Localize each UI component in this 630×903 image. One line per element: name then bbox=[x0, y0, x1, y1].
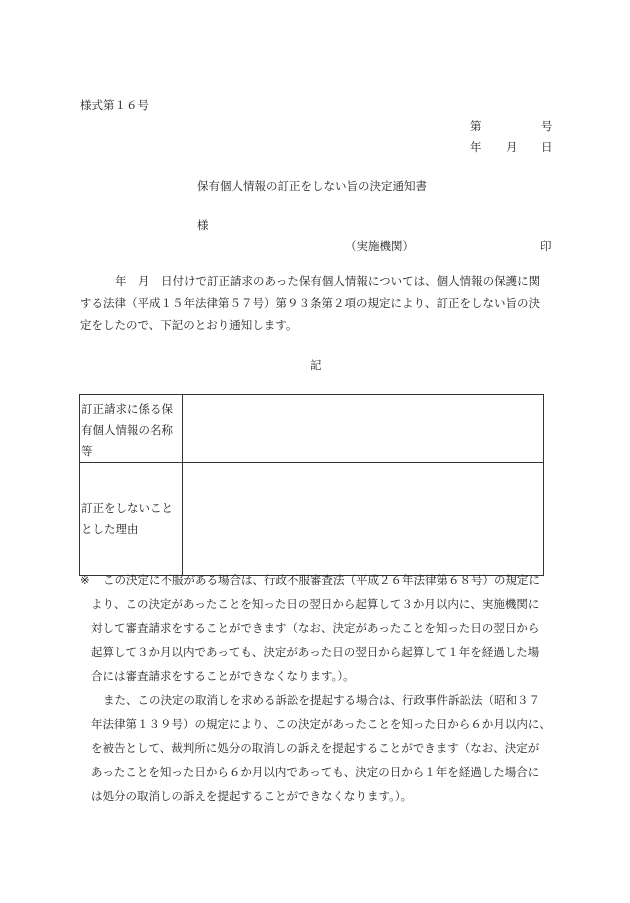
table-label-line: 訂正をしないこと bbox=[81, 501, 173, 515]
table-row bbox=[80, 463, 544, 576]
note-line: あったことを知った日から６か月以内であっても、決定の日から１年を経過した場合に bbox=[91, 765, 540, 779]
date-day: 日 bbox=[541, 140, 553, 154]
table-value-cell[interactable] bbox=[183, 463, 544, 576]
table-label-line: 有個人情報の名称 bbox=[81, 423, 173, 437]
date-month: 月 bbox=[506, 140, 518, 154]
body-line: 年 月 日付けで訂正請求のあった保有個人情報については、個人情報の保護に関 bbox=[115, 274, 541, 288]
body-line: 定をしたので、下記のとおり通知します。 bbox=[80, 318, 298, 332]
table-label-line: 訂正請求に係る保 bbox=[81, 402, 173, 416]
note-line: より、この決定があったことを知った日の翌日から起算して３か月以内に、実施機関に bbox=[91, 597, 540, 611]
table-label-cell bbox=[80, 395, 183, 463]
note-line: は処分の取消しの訴えを提起することができなくなります。）。 bbox=[91, 789, 413, 803]
table-label-line: とした理由 bbox=[81, 522, 139, 536]
table-value-cell[interactable] bbox=[183, 395, 544, 463]
seal-mark: 印 bbox=[540, 239, 552, 253]
note-line: 年法律第１３９号）の規定により、この決定があったことを知った日から６か月以内に、 bbox=[91, 717, 551, 731]
note-line: を被告として、裁判所に処分の取消しの訴えを提起することができます（なお、決定が bbox=[91, 741, 540, 755]
table-label-line: 等 bbox=[81, 444, 93, 458]
doc-number-suffix: 号 bbox=[541, 119, 553, 133]
body-paragraph bbox=[80, 270, 552, 336]
body-line: する法律（平成１５年法律第５７号）第９３条第２項の規定により、訂正をしない旨の決 bbox=[80, 296, 540, 310]
table-row bbox=[80, 395, 544, 463]
doc-number-prefix: 第 bbox=[470, 119, 482, 133]
ki-heading: 記 bbox=[310, 358, 322, 372]
form-number: 様式第１６号 bbox=[80, 98, 149, 112]
note-section bbox=[80, 568, 550, 808]
note-mark: ※ bbox=[80, 573, 90, 587]
note-line: この決定に不服がある場合は、行政不服審査法（平成２６年法律第６８号）の規定に bbox=[103, 573, 540, 587]
addressee-suffix: 様 bbox=[197, 218, 209, 232]
issuer-label: （実施機関） bbox=[345, 239, 414, 253]
document-title: 保有個人情報の訂正をしない旨の決定通知書 bbox=[197, 179, 427, 193]
note-line: 起算して３か月以内であっても、決定があった日の翌日から起算して１年を経過した場 bbox=[91, 645, 540, 659]
date-year: 年 bbox=[470, 140, 482, 154]
note-line: 対して審査請求をすることができます（なお、決定があったことを知った日の翌日から bbox=[91, 621, 540, 635]
note-line: 合には審査請求をすることができなくなります。）。 bbox=[91, 669, 355, 683]
table-label-cell bbox=[80, 463, 183, 576]
request-table bbox=[79, 394, 544, 576]
note-line: また、この決定の取消しを求める訴訟を提起する場合は、行政事件訴訟法（昭和３７ bbox=[103, 693, 540, 707]
